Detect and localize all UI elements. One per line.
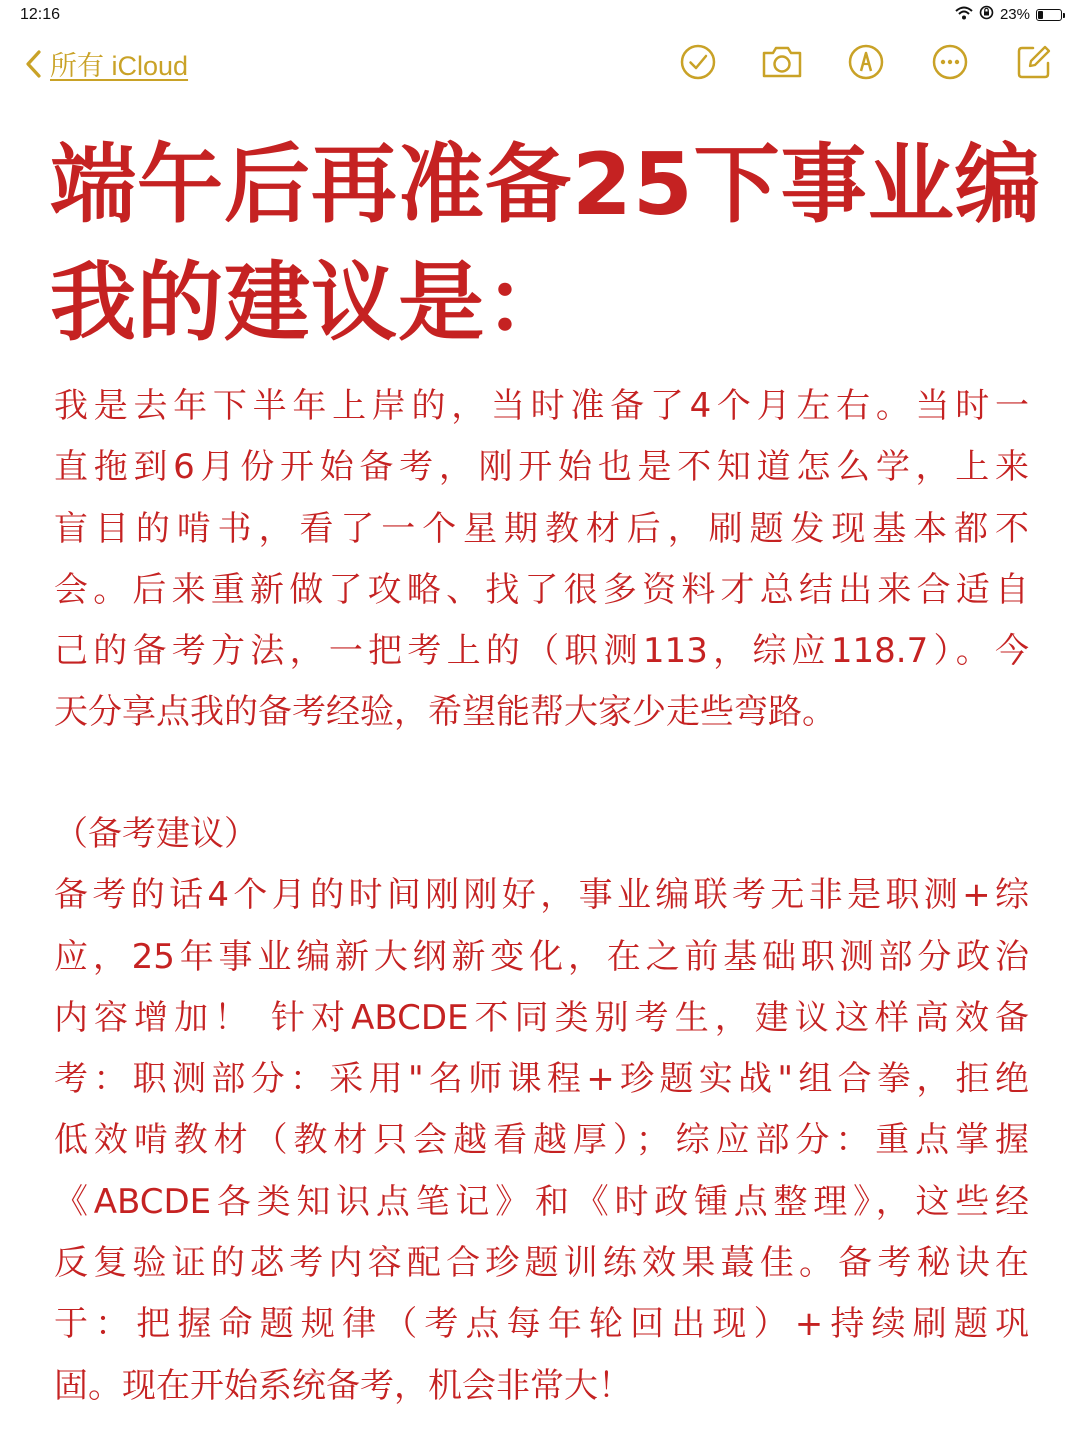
note-text-line: 我是去年下半年上岸的，当时准备了4个月左右。当时一 <box>54 386 1029 426</box>
note-text-line: 会。后来重新做了攻略、找了很多资料才总结出来合适自 <box>54 569 1029 610</box>
battery-percent: 23% <box>999 6 1030 23</box>
back-button[interactable] <box>24 44 188 83</box>
notes-toolbar <box>0 34 1080 94</box>
note-text-line: 低效啃教材（教材只会越看越厚）；综应部分：重点掌握 <box>54 1120 1029 1161</box>
note-text-line: 己的备考方法，一把考上的（职测113，综应118.7）。今 <box>54 631 1029 672</box>
wifi-icon <box>955 6 973 24</box>
markup-pen-icon[interactable] <box>844 40 888 84</box>
camera-icon[interactable] <box>760 40 804 84</box>
note-text-line: （备考建议） <box>54 814 258 854</box>
note-title-line: 我的建议是： <box>50 253 572 353</box>
toolbar-actions <box>676 40 1056 84</box>
note-text-line: 反复验证的苾考内容配合珍题训练效果蕞佳。备考秘诀在 <box>54 1243 1029 1284</box>
note-text-line: 盲目的啃书，看了一个星期教材后，刷题发现基本都不 <box>54 508 1029 549</box>
status-bar <box>0 0 1080 32</box>
note-text-line: 备考的话4个月的时间刚刚好，事业编联考无非是职测+综 <box>54 875 1029 916</box>
note-text-line: 应，25年事业编新大纲新变化，在之前基础职测部分政治 <box>54 936 1029 977</box>
note-text-line: 固。现在开始系统备考，机会非常大！ <box>54 1365 632 1406</box>
note-text-line: 天分享点我的备考经验，希望能帮大家少走些弯路。 <box>54 692 836 733</box>
note-paragraph-advice[interactable] <box>54 804 1029 1417</box>
battery-level <box>1038 11 1043 19</box>
note-paragraph-intro[interactable] <box>54 376 1029 744</box>
status-indicators <box>955 5 1062 24</box>
note-text-line: 直拖到6月份开始备考，刚开始也是不知道怎么学，上来 <box>54 447 1029 488</box>
note-text-line: 考：职测部分：采用"名师课程+珍题实战"组合拳，拒绝 <box>54 1059 1029 1100</box>
note-title[interactable] <box>50 126 1050 362</box>
compose-icon[interactable] <box>1012 40 1056 84</box>
more-options-icon[interactable] <box>928 40 972 84</box>
note-text-line: 《ABCDE各类知识点笔记》和《时政锺点整理》，这些经 <box>54 1181 1029 1222</box>
checklist-icon[interactable] <box>676 40 720 84</box>
note-text-line: 于：把握命题规律（考点每年轮回出现）+持续刷题巩 <box>54 1304 1029 1345</box>
note-title-line: 端午后再准备25下事业编 <box>50 135 1042 235</box>
battery-icon <box>1036 9 1062 21</box>
note-text-line: 内容增加！ 针对ABCDE不同类别考生，建议这样高效备 <box>54 997 1029 1038</box>
back-button-label: 所有 iCloud <box>50 51 189 81</box>
orientation-lock-icon <box>979 5 994 24</box>
status-time: 12:16 <box>20 6 61 23</box>
chevron-left-icon <box>24 49 42 79</box>
